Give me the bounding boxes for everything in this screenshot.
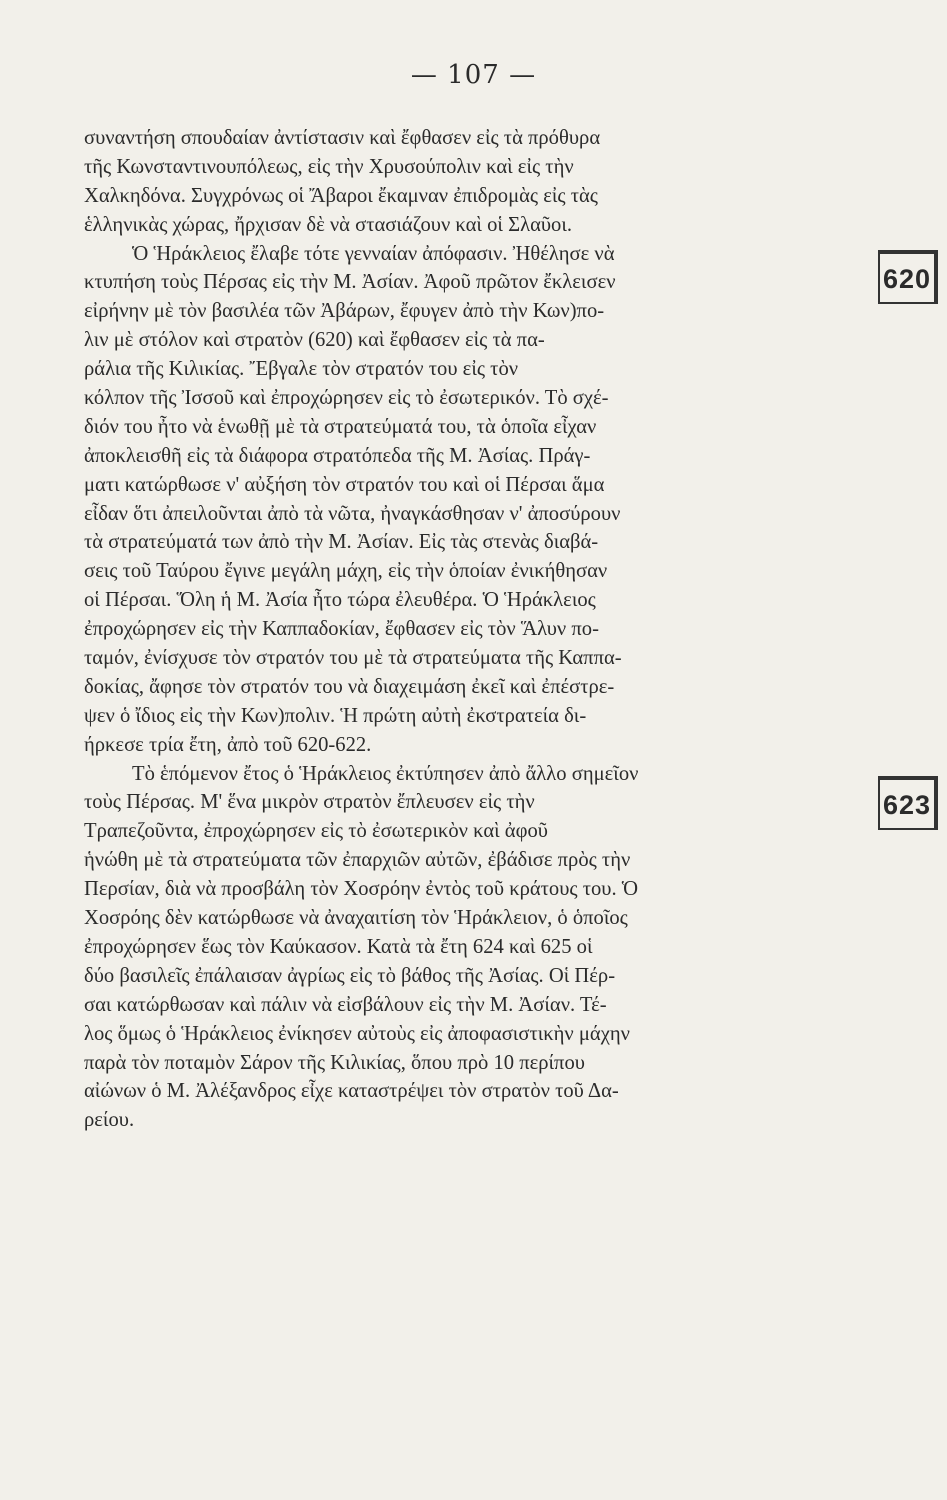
text-line: σαι κατώρθωσαν καὶ πάλιν νὰ εἰσβάλουν εἰς τὴν Μ. Ἀσίαν. Τέ-: [84, 993, 607, 1016]
text-line: λιν μὲ στόλον καὶ στρατὸν (620) καὶ ἔφθασεν εἰς τὰ πα-: [84, 329, 545, 352]
text-line: ἡνώθη μὲ τὰ στρατεύματα τῶν ἐπαρχιῶν αὐτῶν, ἐβάδισε πρὸς τὴν: [84, 849, 631, 872]
text-line: τὰ στρατεύματά των ἀπὸ τὴν Μ. Ἀσίαν. Εἰς τὰς στενὰς διαβά-: [84, 531, 599, 554]
text-line: διόν του ἦτο νὰ ἑνωθῇ μὲ τὰ στρατεύματά του, τὰ ὁποῖα εἶχαν: [84, 415, 597, 438]
text-line: δύο βασιλεῖς ἐπάλαισαν ἀγρίως εἰς τὸ βάθος τῆς Ἀσίας. Οἱ Πέρ-: [84, 964, 616, 987]
text-line: ρείου.: [84, 1109, 135, 1132]
text-line: κόλπον τῆς Ἰσσοῦ καὶ ἐπροχώρησεν εἰς τὸ ἐσωτερικόν. Τὸ σχέ-: [84, 387, 609, 410]
text-line: ἐπροχώρησεν εἰς τὴν Καππαδοκίαν, ἔφθασεν εἰς τὸν Ἅλυν πο-: [84, 618, 599, 641]
text-line: κτυπήση τοὺς Πέρσας εἰς τὴν Μ. Ἀσίαν. Ἀφοῦ πρῶτον ἔκλεισεν: [84, 271, 616, 294]
text-line: συναντήση σπουδαίαν ἀντίστασιν καὶ ἔφθασεν εἰς τὰ πρόθυρα: [84, 127, 601, 149]
text-line: δοκίας, ἄφησε τὸν στρατόν του νὰ διαχειμάση ἐκεῖ καὶ ἐπέστρε-: [84, 675, 615, 698]
text-line: Περσίαν, διὰ νὰ προσβάλη τὸν Χοσρόην ἐντὸς τοῦ κράτους του. Ὁ: [84, 878, 639, 901]
text-line: παρὰ τὸν ποταμὸν Σάρον τῆς Κιλικίας, ὅπου πρὸ 10 περίπου: [84, 1051, 585, 1074]
body-text: [84, 124, 826, 1135]
text-line: εἰρήνην μὲ τὸν βασιλέα τῶν Ἀβάρων, ἔφυγεν ἀπὸ τὴν Κων)πο-: [84, 300, 605, 323]
text-line: Τὸ ἑπόμενον ἔτος ὁ Ἡράκλειος ἐκτύπησεν ἀπὸ ἄλλο σημεῖον: [132, 762, 639, 785]
text-line: αἰώνων ὁ Μ. Ἀλέξανδρος εἶχε καταστρέψει τὸν στρατὸν τοῦ Δα-: [84, 1080, 619, 1103]
text-line: ἀποκλεισθῆ εἰς τὰ διάφορα στρατόπεδα τῆς Μ. Ἀσίας. Πράγ-: [84, 444, 591, 467]
text-line: τοὺς Πέρσας. Μ' ἕνα μικρὸν στρατὸν ἔπλευσεν εἰς τὴν: [84, 791, 535, 814]
text-line: ράλια τῆς Κιλικίας. Ἔβγαλε τὸν στρατόν του εἰς τὸν: [84, 358, 519, 381]
text-line: ματι κατώρθωσε ν' αὐξήση τὸν στρατόν του καὶ οἱ Πέρσαι ἅμα: [84, 473, 605, 496]
text-line: Χοσρόης δὲν κατώρθωσε νὰ ἀναχαιτίση τὸν Ἡράκλειον, ὁ ὁποῖος: [84, 907, 628, 930]
text-line: λος ὅμως ὁ Ἡράκλειος ἐνίκησεν αὐτοὺς εἰς ἀποφασιστικὴν μάχην: [84, 1022, 630, 1045]
page-number: — 107 —: [410, 60, 537, 90]
text-line: ήρκεσε τρία ἔτη, ἀπὸ τοῦ 620-622.: [84, 733, 372, 756]
text-line: εἶδαν ὅτι ἀπειλοῦνται ἀπὸ τὰ νῶτα, ἠναγκάσθησαν ν' ἀποσύρουν: [84, 502, 621, 525]
text-line: τῆς Κωνσταντινουπόλεως, εἰς τὴν Χρυσούπολιν καὶ εἰς τὴν: [84, 155, 574, 178]
text-line: ἐπροχώρησεν ἕως τὸν Καύκασον. Κατὰ τὰ ἔτη 624 καὶ 625 οἱ: [84, 935, 593, 958]
margin-year-box: 623: [878, 776, 938, 830]
text-line: σεις τοῦ Ταύρου ἔγινε μεγάλη μάχη, εἰς τὴν ὁποίαν ἐνικήθησαν: [84, 560, 608, 583]
text-line: ἑλληνικὰς χώρας, ἤρχισαν δὲ νὰ στασιάζουν καὶ οἱ Σλαῦοι.: [84, 213, 573, 236]
text-line: ψεν ὁ ἴδιος εἰς τὴν Κων)πολιν. Ἡ πρώτη αὐτὴ ἐκστρατεία δι-: [84, 704, 587, 727]
text-line: Χαλκηδόνα. Συγχρόνως οἱ Ἄβαροι ἔκαμναν ἐπιδρομὰς εἰς τὰς: [84, 184, 598, 207]
text-line: Τραπεζοῦντα, ἐπροχώρησεν εἰς τὸ ἐσωτερικὸν καὶ ἀφοῦ: [84, 820, 548, 843]
margin-year-box: 620: [878, 250, 938, 304]
text-line: Ὁ Ἡράκλειος ἔλαβε τότε γενναίαν ἀπόφασιν. Ἠθέλησε νὰ: [132, 242, 615, 265]
text-line: οἱ Πέρσαι. Ὅλη ἡ Μ. Ἀσία ἦτο τώρα ἐλευθέρα. Ὁ Ἡράκλειος: [84, 589, 596, 612]
text-line: ταμόν, ἐνίσχυσε τὸν στρατόν του μὲ τὰ στρατεύματα τῆς Καππα-: [84, 647, 622, 670]
